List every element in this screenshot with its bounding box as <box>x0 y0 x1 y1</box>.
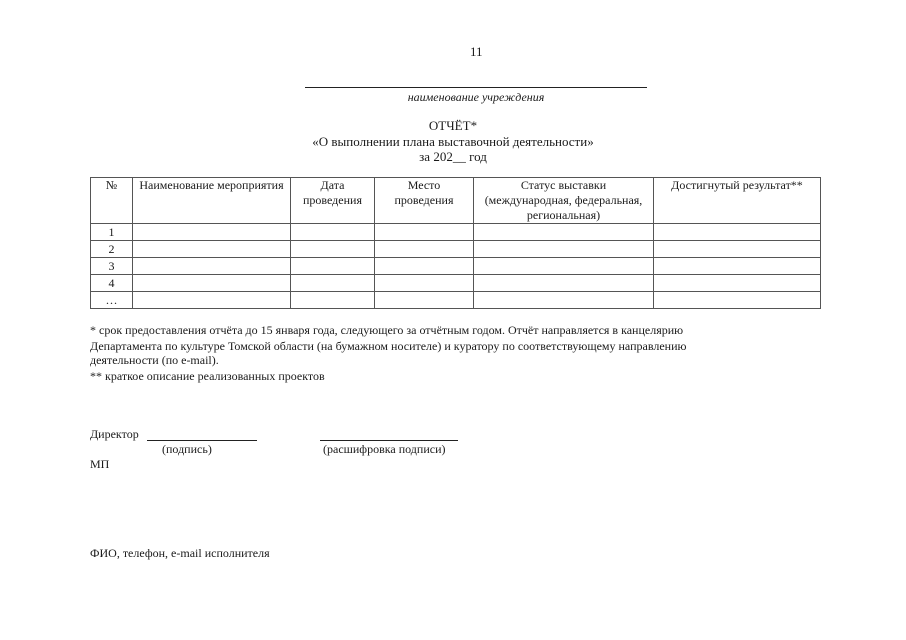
director-label: Директор <box>90 427 139 441</box>
row-number: 4 <box>91 275 133 292</box>
table-cell <box>291 224 375 241</box>
report-year: за 202__ год <box>419 149 487 164</box>
signature-line <box>147 440 257 441</box>
table-cell <box>375 224 474 241</box>
table-cell <box>133 275 291 292</box>
table-cell <box>654 241 821 258</box>
footnote-result: ** краткое описание реализованных проектов <box>90 369 325 383</box>
table-cell <box>474 258 654 275</box>
column-header-event-name: Наименование мероприятия <box>133 178 291 224</box>
table-cell <box>654 224 821 241</box>
table-row <box>91 292 821 309</box>
table-cell <box>291 275 375 292</box>
table-cell <box>375 241 474 258</box>
column-header-number: № <box>91 178 133 224</box>
table-row <box>91 241 821 258</box>
decoding-caption: (расшифровка подписи) <box>323 442 446 456</box>
table-cell <box>375 275 474 292</box>
table-cell <box>291 258 375 275</box>
table-cell <box>654 258 821 275</box>
table-cell <box>133 224 291 241</box>
table-header-row <box>91 178 821 224</box>
row-number: 3 <box>91 258 133 275</box>
table-row <box>91 224 821 241</box>
footnote-deadline-end: деятельности (по e-mail). <box>90 353 219 367</box>
row-number: … <box>91 292 133 309</box>
table-cell <box>654 275 821 292</box>
row-number: 2 <box>91 241 133 258</box>
table-cell <box>375 292 474 309</box>
table-row <box>91 275 821 292</box>
table-cell <box>133 258 291 275</box>
column-header-status: Статус выставки (международная, федеральная, региональная) <box>474 178 654 224</box>
column-header-date: Дата проведения <box>291 178 375 224</box>
stamp-label: МП <box>90 457 110 471</box>
column-header-result: Достигнутый результат** <box>654 178 821 224</box>
row-number: 1 <box>91 224 133 241</box>
table-row <box>91 258 821 275</box>
report-subtitle: «О выполнении плана выставочной деятельности» <box>312 134 594 149</box>
executor-label: ФИО, телефон, e-mail исполнителя <box>90 546 270 560</box>
column-header-place: Место проведения <box>375 178 474 224</box>
table-cell <box>654 292 821 309</box>
table-cell <box>375 258 474 275</box>
table-cell <box>474 224 654 241</box>
table-cell <box>474 241 654 258</box>
footnote-deadline: * срок предоставления отчёта до 15 января года, следующего за отчётным годом. Отчёт направляется в канцелярию <box>90 323 684 337</box>
page-number: 11 <box>470 44 483 59</box>
footnote-deadline-cont: Департамента по культуре Томской области (на бумажном носителе) и куратору по соответствующему направлению <box>90 339 687 353</box>
table-cell <box>133 292 291 309</box>
organization-name-line <box>305 87 647 88</box>
table-cell <box>474 292 654 309</box>
organization-caption: наименование учреждения <box>407 90 545 104</box>
report-table <box>90 177 821 309</box>
table-cell <box>291 292 375 309</box>
report-title: ОТЧЁТ* <box>428 118 478 133</box>
table-cell <box>291 241 375 258</box>
decoding-line <box>320 440 458 441</box>
signature-caption: (подпись) <box>162 442 212 456</box>
table-cell <box>474 275 654 292</box>
table-cell <box>133 241 291 258</box>
